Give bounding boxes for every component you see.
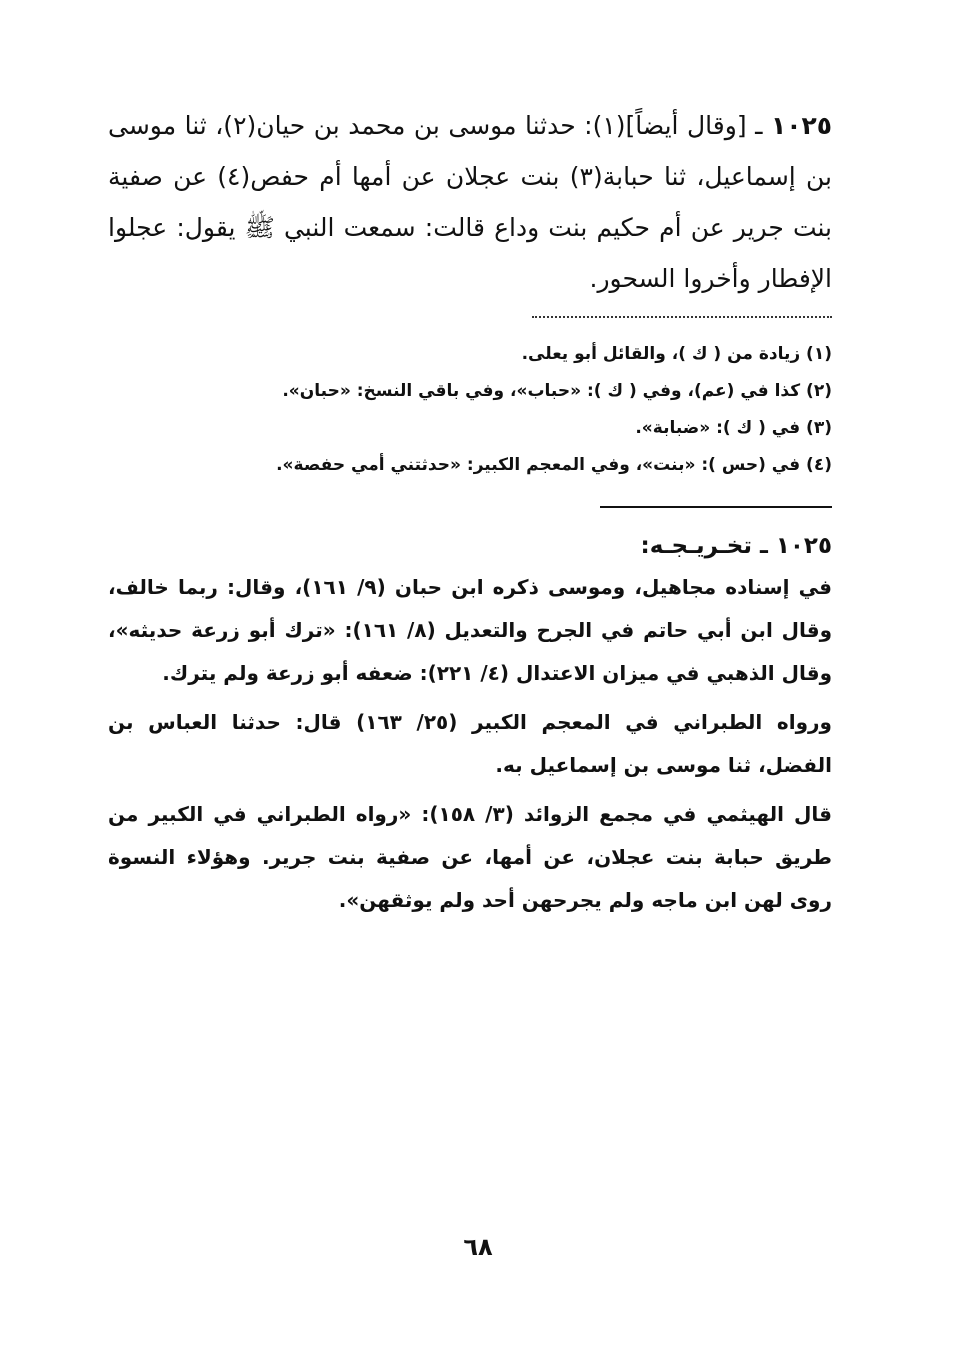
footnote-2: (٢) كذا في (عم)، وفي ( ك ): «حباب»، وفي باقي النسخ: «حبان». — [282, 381, 832, 401]
page-body — [108, 100, 832, 1300]
hadith-number: ١٠٢٥ — [770, 111, 832, 140]
footnote-3: (٣) في ( ك ): «ضبابة». — [635, 418, 832, 438]
takhrij-title: ١٠٢٥ ـ تخـريـجـه: — [640, 533, 832, 559]
footnote-1: (١) زيادة من ( ك )، والقائل أبو يعلى. — [521, 344, 832, 364]
takhrij-paragraph: ورواه الطبراني في المعجم الكبير (٢٥/ ١٦٣) قال: حدثنا العباس بن الفضل، ثنا موسى بن إسماعيل به. — [108, 710, 832, 777]
hadith-text — [108, 100, 832, 304]
takhrij-paragraph: قال الهيثمي في مجمع الزوائد (٣/ ١٥٨): «رواه الطبراني في الكبير من طريق حبابة بنت عجلان، عن أمها، عن صفية بنت جرير. وهؤلاء النسوة روى لهن ابن ماجه ولم يجرحهن أحد ولم يوثقهن». — [108, 802, 833, 912]
footnote-4: (٤) في (حس ): «بنت»، وفي المعجم الكبير: «حدثتني أمي حفصة». — [276, 455, 832, 475]
footnote-separator — [532, 316, 832, 318]
footnotes — [108, 336, 832, 484]
page-number: ٦٨ — [463, 1233, 493, 1261]
hadith-body: ـ [وقال أيضاً](١): حدثنا موسى بن محمد بن حيان(٢)، ثنا موسى بن إسماعيل، ثنا حبابة(٣) بنت عجلان عن أمها أم حفص(٤) عن صفية بنت جرير عن أم حكيم بنت وداع قالت: سمعت النبي ﷺ يقول: عجلوا الإفطار وأخروا السحور. — [108, 111, 832, 293]
section-divider — [600, 506, 832, 508]
takhrij-paragraph: في إسناده مجاهيل، وموسى ذكره ابن حبان (٩/ ١٦١)، وقال: ربما خالف، وقال ابن أبي حاتم في الجرح والتعديل (٨/ ١٦١): «ترك أبو زرعة حديثه»، وقال الذهبي في ميزان الاعتدال (٤/ ٢٢١): ضعفه أبو زرعة ولم يترك. — [108, 575, 833, 685]
